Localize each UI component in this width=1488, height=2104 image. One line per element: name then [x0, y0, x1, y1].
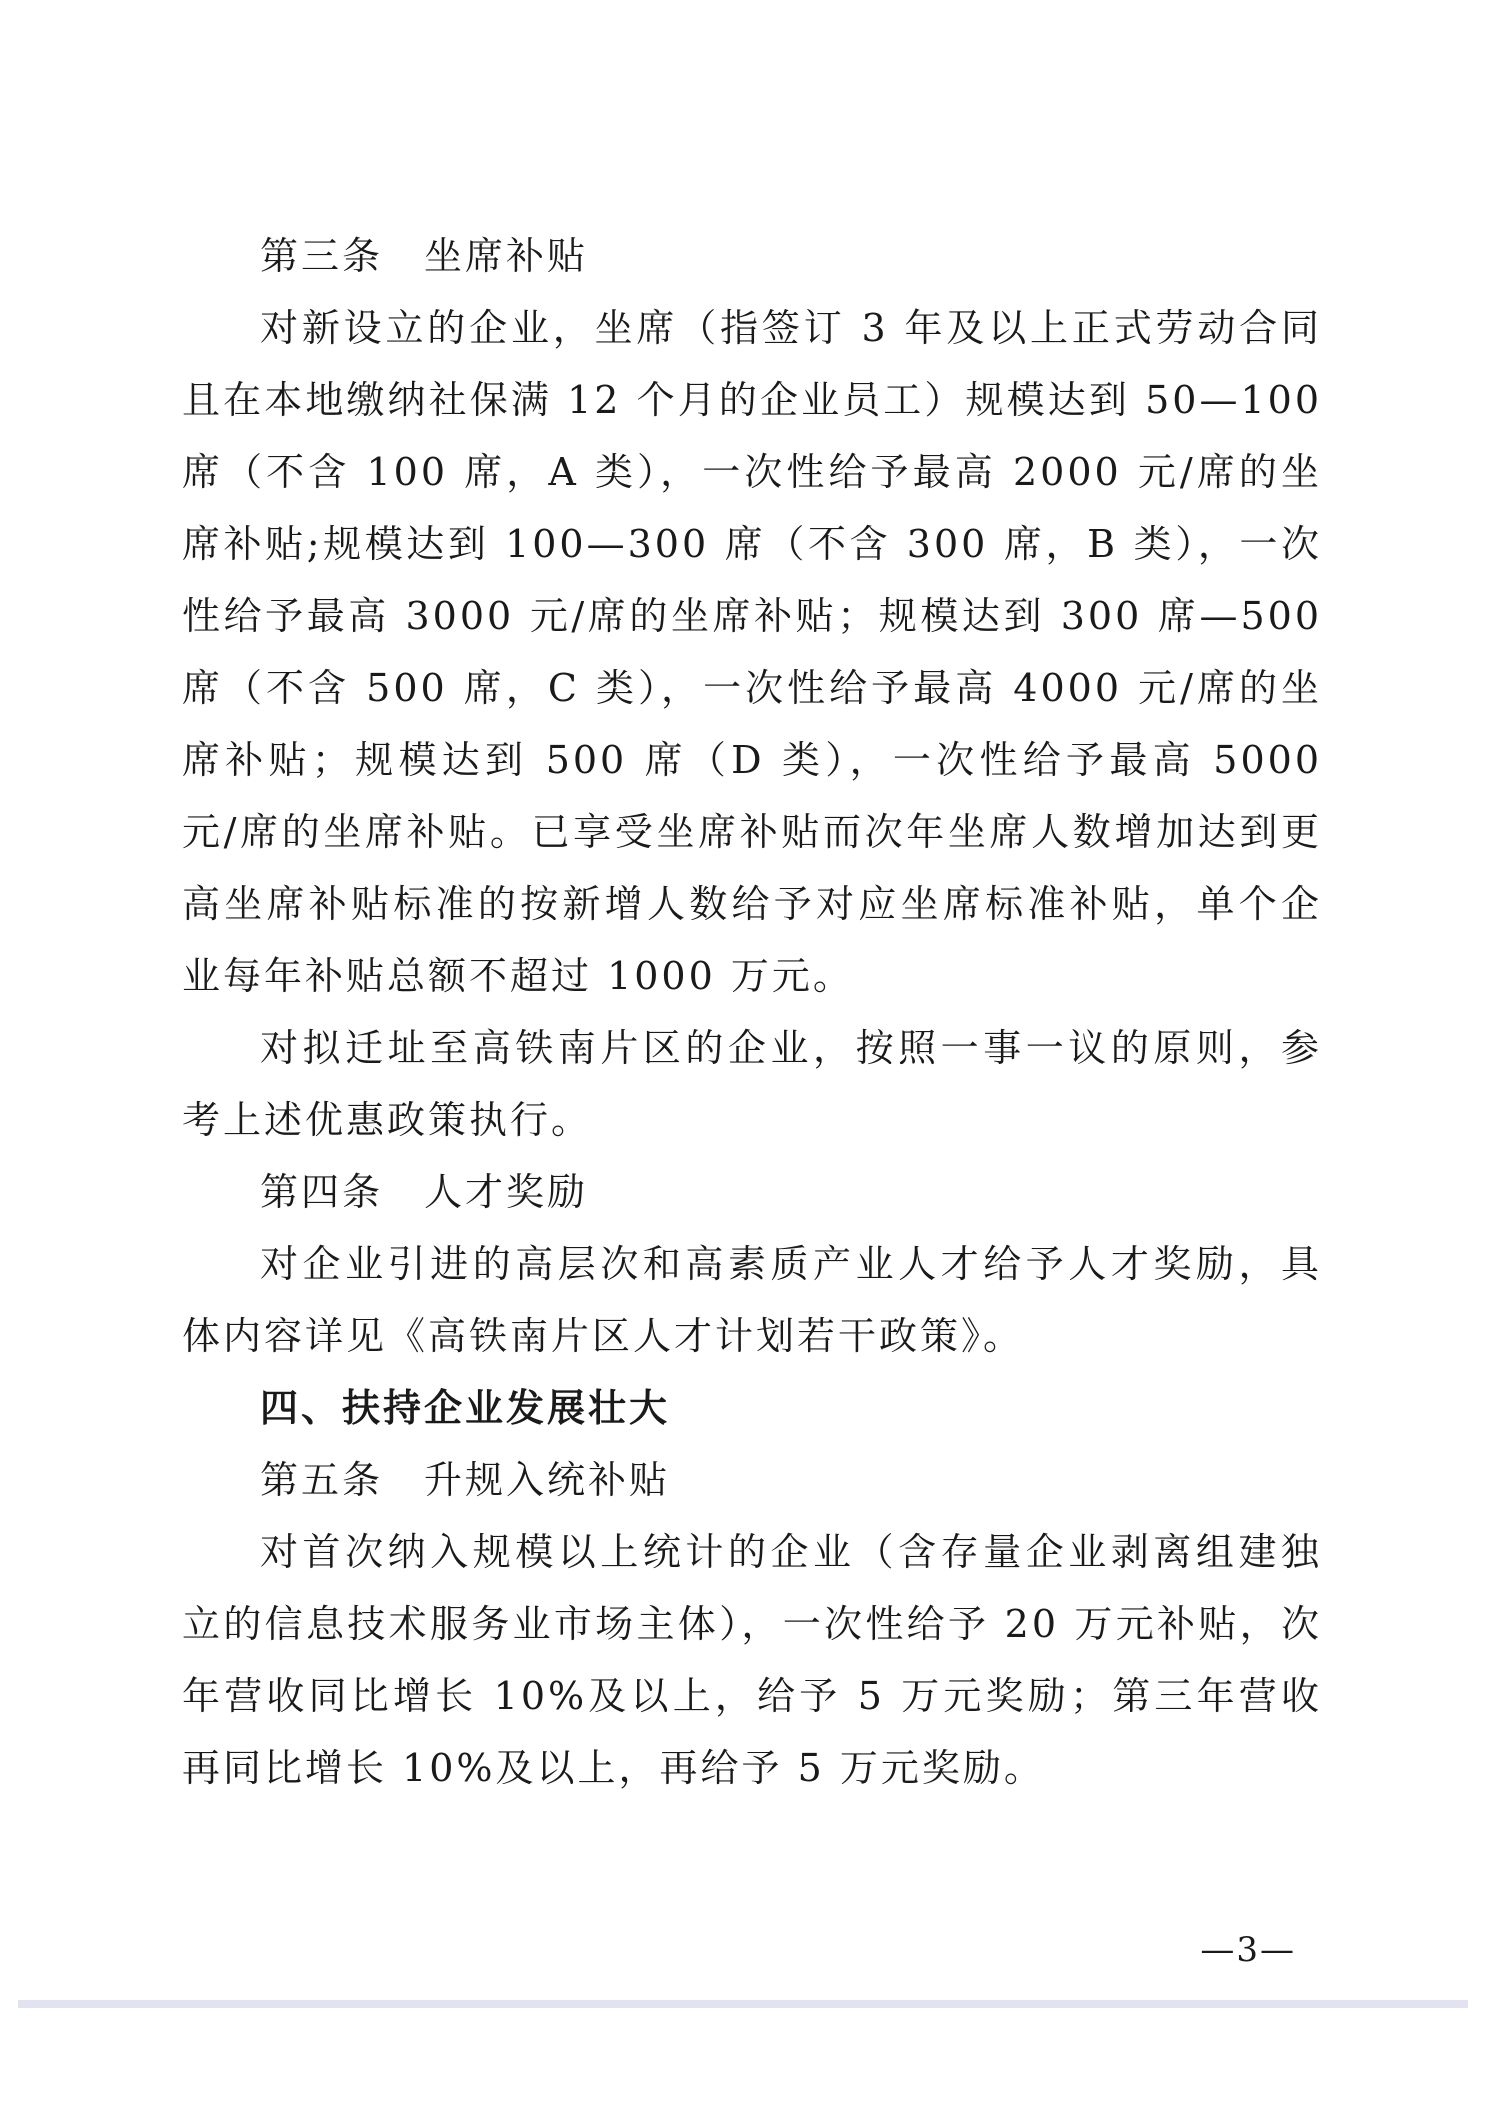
article-5-title: 第五条 升规入统补贴: [260, 1458, 671, 1502]
article-5-paragraph: 对首次纳入规模以上统计的企业（含存量企业剥离组建独立的信息技术服务业市场主体），一次性给予 20 万元补贴，次年营收同比增长 10%及以上，给予 5 万元奖励；第三年营收再同比增长 10%及以上，再给予 5 万元奖励。: [182, 1530, 1322, 1790]
article-4-title: 第四条 人才奖励: [260, 1170, 589, 1214]
article-4-paragraph: 对企业引进的高层次和高素质产业人才给予人才奖励，具体内容详见《高铁南片区人才计划若干政策》。: [182, 1242, 1322, 1358]
document-body: [182, 220, 1322, 1804]
article-3-paragraph-1: 对新设立的企业，坐席（指签订 3 年及以上正式劳动合同且在本地缴纳社保满 12 个月的企业员工）规模达到 50—100 席（不含 100 席，A 类），一次性给予最高 2000 元/席的坐席补贴;规模达到 100—300 席（不含 300 席，B 类），一次性给予最高 3000 元/席的坐席补贴；规模达到 300 席—500 席（不含 500 席，C 类），一次性给予最高 4000 元/席的坐席补贴；规模达到 500 席（D 类），一次性给予最高 5000 元/席的坐席补贴。已享受坐席补贴而次年坐席人数增加达到更高坐席补贴标准的按新增人数给予对应坐席标准补贴，单个企业每年补贴总额不超过 1000 万元。: [182, 306, 1322, 998]
article-3-title: 第三条 坐席补贴: [260, 234, 589, 278]
page-number: —3—: [1200, 1930, 1296, 1970]
article-3-paragraph-2: 对拟迁址至高铁南片区的企业，按照一事一议的原则，参考上述优惠政策执行。: [182, 1026, 1322, 1142]
scan-bottom-edge: [18, 2000, 1468, 2008]
section-4-heading: 四、扶持企业发展壮大: [260, 1386, 671, 1430]
